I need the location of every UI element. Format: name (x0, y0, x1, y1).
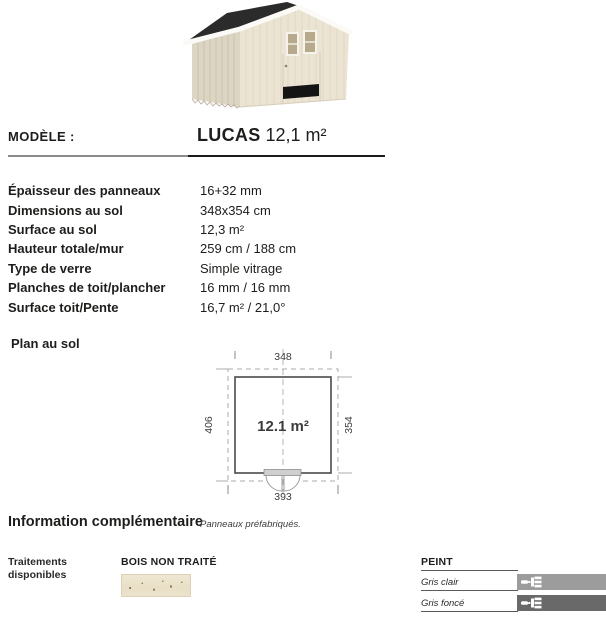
spec-value: 16 mm / 16 mm (200, 280, 291, 296)
model-name: LUCAS (197, 125, 261, 145)
spec-label: Dimensions au sol (8, 202, 123, 218)
paint-heading: PEINT (421, 556, 453, 568)
shed-door-handle (285, 65, 288, 68)
plan-dim-top: 348 (274, 351, 292, 363)
shed-illustration (183, 2, 353, 114)
spec-label: Épaisseur des panneaux (8, 183, 161, 199)
spec-table (8, 181, 408, 317)
shed-window (304, 31, 316, 53)
table-row (8, 181, 408, 200)
plan-area-label: 12.1 m² (257, 418, 309, 435)
additional-info-note: Panneaux préfabriqués. (200, 519, 301, 530)
plan-dim-right: 354 (343, 416, 355, 434)
paint-option-label: Gris foncé (421, 598, 465, 609)
spec-value: 348x354 cm (200, 202, 271, 218)
paint-swatch-dark-gray (517, 595, 606, 611)
additional-info-heading: Information complémentaire (8, 514, 203, 530)
plan-door-threshold (264, 470, 301, 476)
paint-swatch-light-gray (517, 574, 606, 590)
paint-row-rule (421, 590, 518, 591)
paintbrush-icon (521, 597, 543, 609)
table-row (8, 259, 408, 278)
untreated-wood-label: BOIS NON TRAITÉ (121, 556, 217, 568)
spec-label: Hauteur totale/mur (8, 241, 124, 257)
table-row (8, 220, 408, 239)
plan-door-leaf (284, 475, 300, 491)
spec-label: Surface au sol (8, 221, 97, 237)
treatments-heading: Traitements disponibles (8, 556, 67, 581)
plan-dim-left: 406 (203, 416, 215, 434)
table-row (8, 297, 408, 316)
title-separator-gray (8, 155, 188, 157)
plan-dim-bottom: 393 (274, 491, 292, 503)
plan-door-leaf (266, 475, 282, 491)
table-row (8, 200, 408, 219)
model-label: MODÈLE : (8, 129, 75, 144)
title-separator-black (188, 155, 385, 157)
table-row (8, 278, 408, 297)
table-row (8, 239, 408, 258)
paint-option-label: Gris clair (421, 577, 459, 588)
spec-label: Surface toit/Pente (8, 299, 119, 315)
spec-value: Simple vitrage (200, 260, 283, 276)
floor-plan-heading: Plan au sol (11, 336, 80, 351)
wood-swatch (121, 574, 191, 597)
spec-value: 259 cm / 188 cm (200, 241, 297, 257)
spec-value: 16+32 mm (200, 183, 262, 199)
spec-value: 16,7 m² / 21,0° (200, 299, 286, 315)
model-size: 12,1 m² (265, 125, 327, 145)
page-title (197, 125, 327, 146)
paintbrush-icon (521, 576, 543, 588)
paint-heading-rule (421, 570, 518, 571)
paint-row-rule (421, 611, 518, 612)
floor-plan-diagram (200, 347, 360, 507)
shed-window (287, 33, 298, 55)
spec-label: Type de verre (8, 260, 92, 276)
spec-value: 12,3 m² (200, 221, 245, 237)
spec-label: Planches de toit/plancher (8, 280, 166, 296)
